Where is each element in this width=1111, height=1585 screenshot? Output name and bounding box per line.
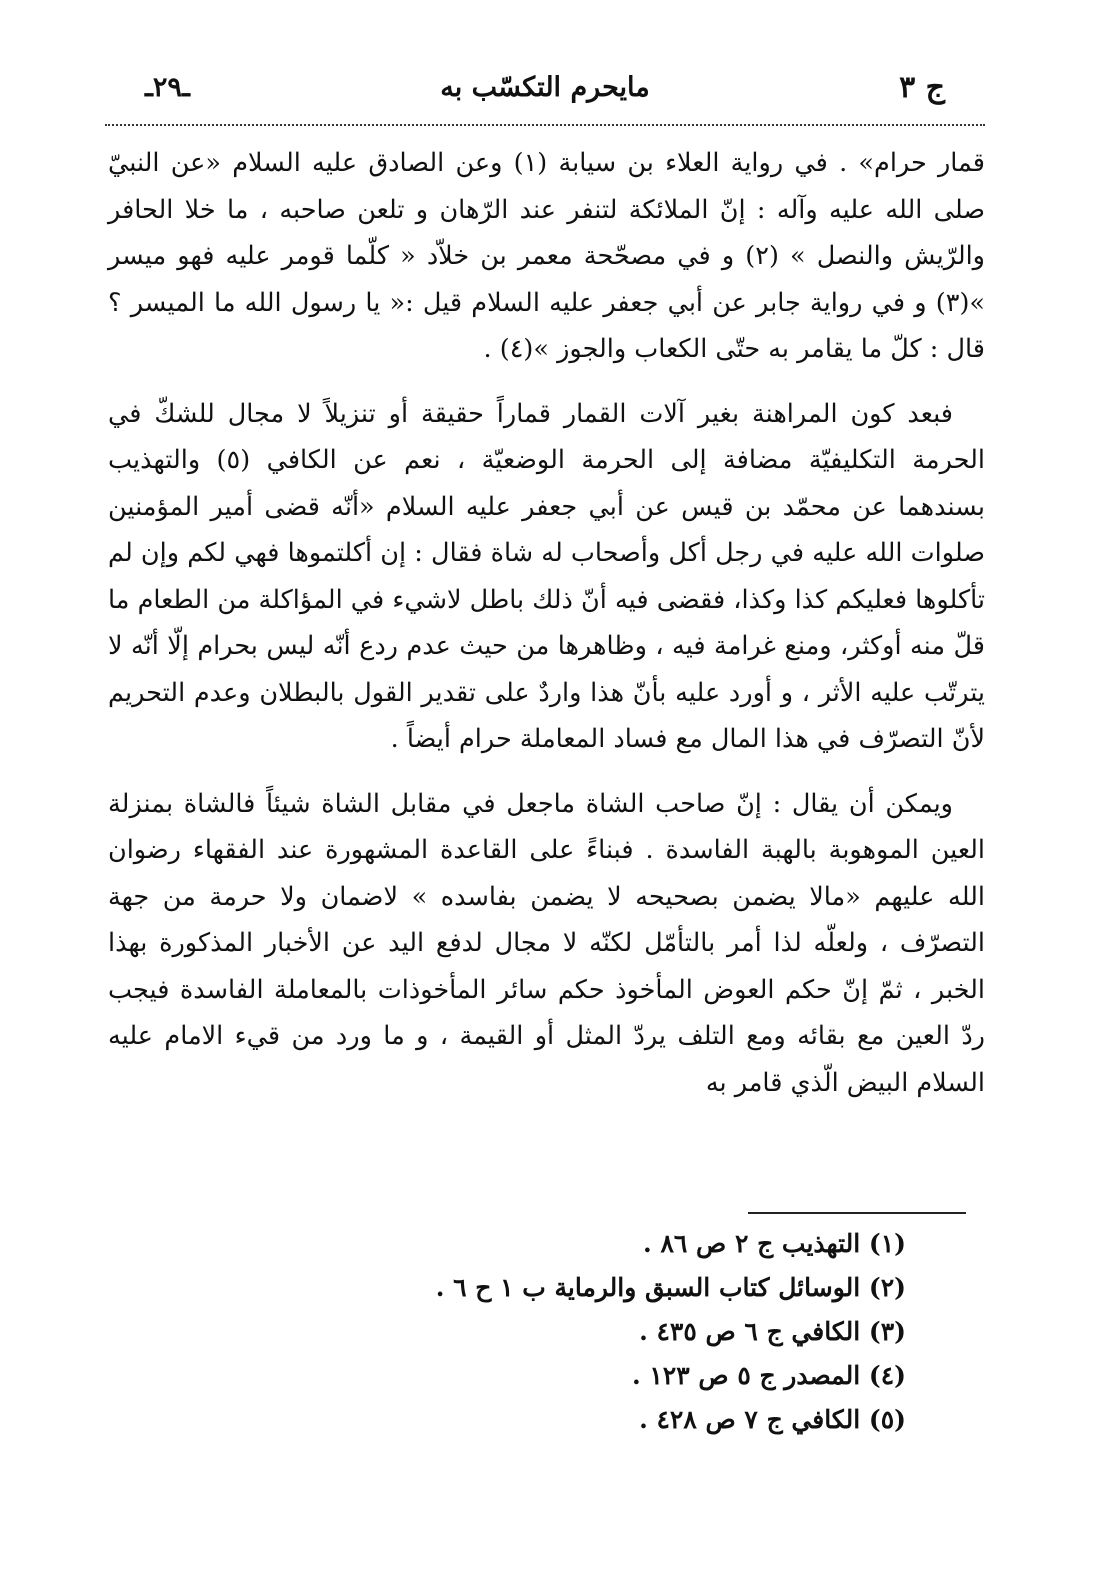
running-title: مايحرم التكسّب به bbox=[440, 72, 650, 103]
paragraph-text: فبعد كون المراهنة بغير آلات القمار قماراً حقيقة أو تنزيلاً لا مجال للشكّ في الحرمة التكليفيّة مضافة إلى الحرمة الوضعيّة ، نعم عن الكافي (٥) والتهذيب بسندهما عن محمّد بن قيس عن أبي جعفر عليه السلام «أنّه قضى أمير المؤمنين صلوات الله عليه في رجل أكل وأصحاب له شاة فقال : إن أكلتموها فهي لكم وإن لم تأكلوها فعليكم كذا وكذا، فقضى فيه أنّ ذلك باطل لاشيء في المؤاكلة من الطعام ما قلّ منه أوكثر، ومنع غرامة فيه ، وظاهرها من حيث عدم ردع أنّه ليس بحرام إلّا أنّه لا يترتّب عليه الأثر ، و أورد عليه بأنّ هذا واردٌ على تقدير القول بالبطلان وعدم التحريم لأنّ التصرّف في هذا المال مع فساد المعاملة حرام أيضاً . bbox=[108, 398, 985, 754]
footnote: (٤) المصدر ج ٥ ص ١٢٣ . bbox=[631, 1361, 906, 1390]
footnote: (١) التهذيب ج ٢ ص ٨٦ . bbox=[643, 1229, 906, 1258]
paragraph bbox=[108, 391, 985, 763]
volume-label: ج ٣ bbox=[899, 70, 945, 105]
page-header bbox=[105, 70, 985, 114]
main-text bbox=[108, 140, 985, 1106]
page-number: ـ٢٩ـ bbox=[145, 72, 190, 103]
paragraph bbox=[108, 781, 985, 1107]
footnote-divider bbox=[748, 1212, 966, 1214]
header-divider bbox=[105, 124, 985, 126]
paragraph: قمار حرام» . في رواية العلاء بن سيابة (١) وعن الصادق عليه السلام «عن النبيّ صلى الله عليه وآله : إنّ الملائكة لتنفر عند الرّهان و تلعن صاحبه ، ما خلا الحافر والرّيش والنصل » (٢) و في مصحّحة معمر بن خلاّد « كلّما قومر عليه فهو ميسر »(٣) و في رواية جابر عن أبي جعفر عليه السلام قيل :« يا رسول الله ما الميسر ؟ قال : كلّ ما يقامر به حتّى الكعاب والجوز »(٤) . bbox=[108, 148, 985, 364]
footnote: (٢) الوسائل كتاب السبق والرماية ب ١ ح ٦ . bbox=[435, 1273, 906, 1302]
footnote: (٣) الكافي ج ٦ ص ٤٣٥ . bbox=[639, 1317, 906, 1346]
paragraph-text: ويمكن أن يقال : إنّ صاحب الشاة ماجعل في مقابل الشاة شيئاً فالشاة بمنزلة العين الموهوبة بالهبة الفاسدة . فبناءً على القاعدة المشهورة عند الفقهاء رضوان الله عليهم «مالا يضمن بصحيحه لا يضمن بفاسده » لاضمان ولا حرمة من جهة التصرّف ، ولعلّه لذا أمر بالتأمّل لكنّه لا مجال لدفع اليد عن الأخبار المذكورة بهذا الخبر ، ثمّ إنّ حكم العوض المأخوذ حكم سائر المأخوذات بالمعاملة الفاسدة فيجب ردّ العين مع بقائه ومع التلف يردّ المثل أو القيمة ، و ما ورد من قيء الامام عليه السلام البيض الّذي قامر به bbox=[108, 788, 985, 1098]
footnotes bbox=[206, 1222, 906, 1442]
footnote: (٥) الكافي ج ٧ ص ٤٢٨ . bbox=[639, 1405, 906, 1434]
